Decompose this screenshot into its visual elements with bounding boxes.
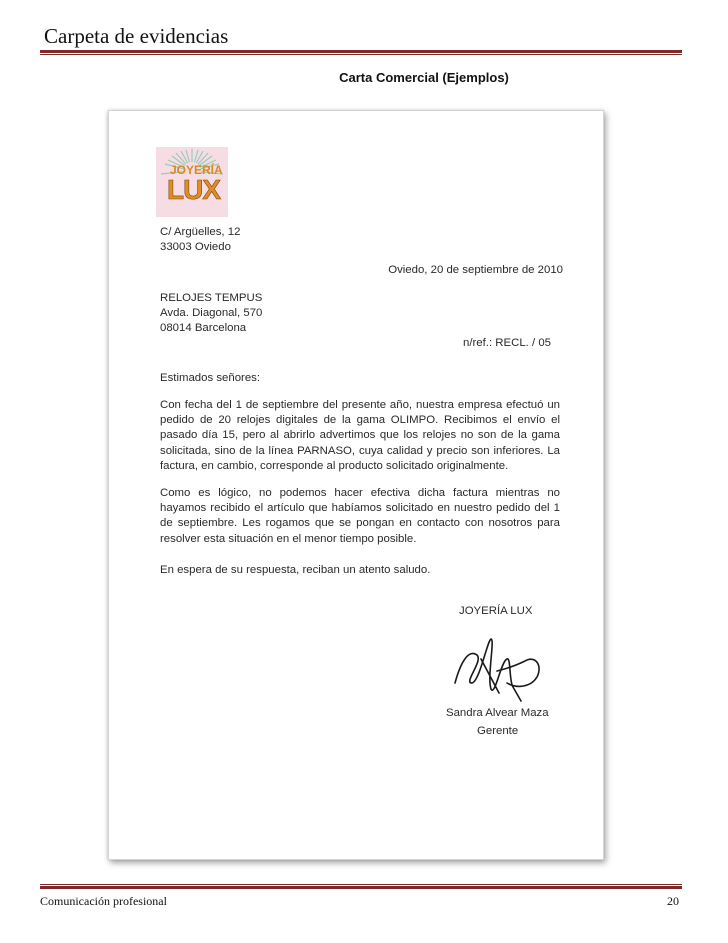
letter-paragraph-3: En espera de su respuesta, reciban un atento saludo. [160, 564, 431, 576]
letter-paragraph-2: Como es lógico, no podemos hacer efectiva dicha factura mientras no hayamos recibido el artículo que habíamos solicitado en nuestro pedido del 1 de septiembre. Les rogamos que se pongan en contacto con nosotros para resolver esta situación en el menor tiempo posible. [160, 487, 560, 545]
letter-salutation: Estimados señores: [160, 372, 261, 384]
header-title: Carpeta de evidencias [44, 24, 229, 48]
footer-course-name: Comunicación profesional [40, 894, 167, 908]
letter-reference: n/ref.: RECL. / 05 [463, 337, 551, 349]
recipient-line-1: RELOJES TEMPUS [160, 292, 263, 304]
letter-image [108, 110, 604, 860]
footer-page-number: 20 [667, 894, 679, 908]
letter-date: Oviedo, 20 de septiembre de 2010 [388, 264, 563, 276]
sender-address-line-1: C/ Argüelles, 12 [160, 226, 241, 238]
section-title: Carta Comercial (Ejemplos) [339, 70, 509, 85]
letter-paragraph-1: Con fecha del 1 de septiembre del presente año, nuestra empresa efectuó un pedido de 20 relojes digitales de la gama OLIMPO. Recibimos el envío el pasado día 15, pero al abrirlo advertimos que los relojes no son de la gama solicitada, sino de la línea PARNASO, cuya calidad y precio son inferiores. La factura, en cambio, corresponde al producto solicitado originalmente. [160, 399, 560, 472]
sender-address-line-2: 33003 Oviedo [160, 241, 231, 253]
recipient-line-2: Avda. Diagonal, 570 [160, 307, 263, 319]
footer-rule [40, 884, 682, 889]
logo-top-text: JOYERÍA [170, 163, 223, 177]
signer-title: Gerente [477, 725, 519, 737]
letter-company-name: JOYERÍA LUX [459, 605, 533, 617]
signature-icon [451, 631, 551, 703]
recipient-line-3: 08014 Barcelona [160, 322, 247, 334]
signer-name: Sandra Alvear Maza [446, 707, 549, 719]
header-rule [40, 50, 682, 55]
company-logo [156, 147, 228, 217]
logo-main-text: LUX [167, 174, 220, 205]
